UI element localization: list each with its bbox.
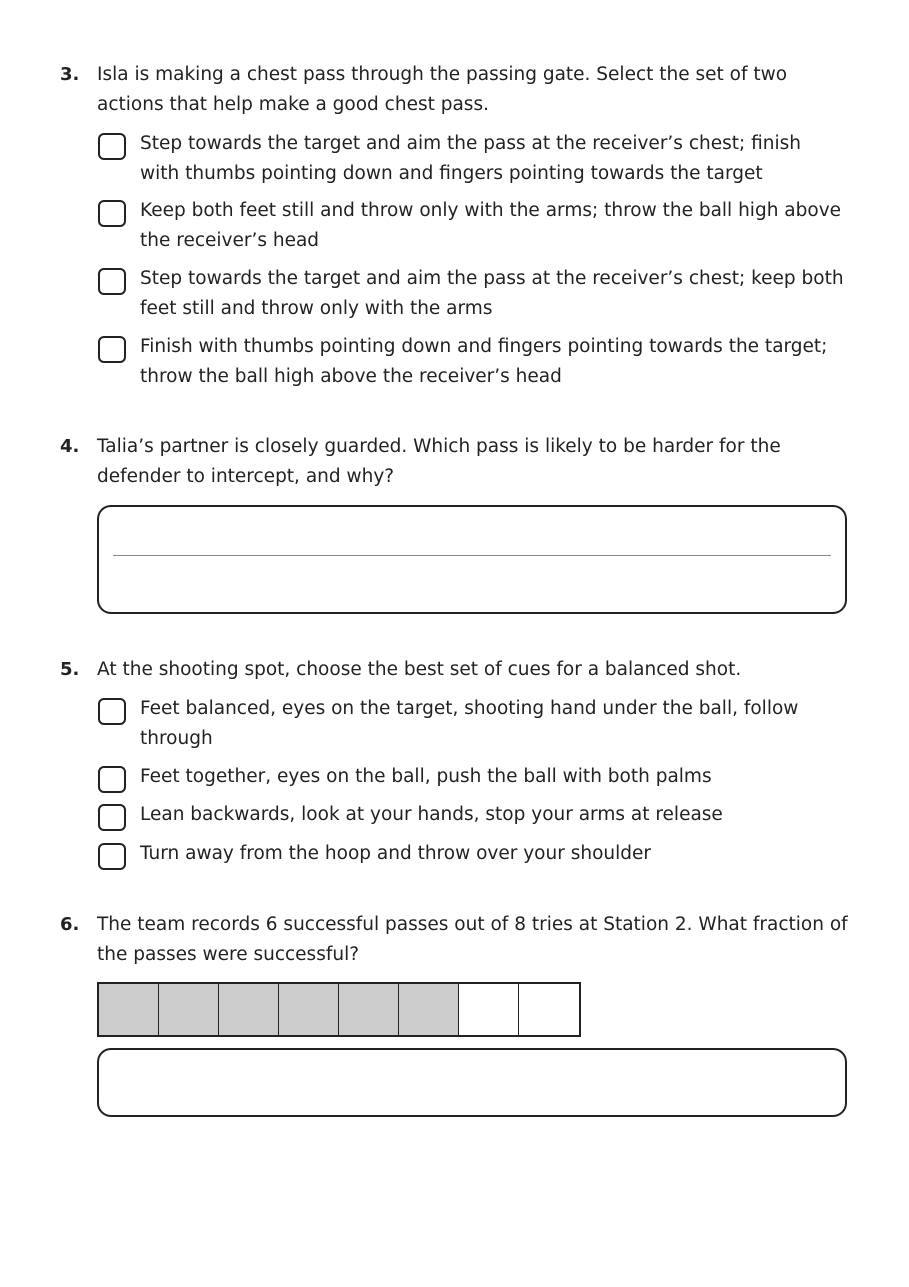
answer-box[interactable] [97, 1048, 847, 1117]
fraction-cell-unshaded [459, 984, 519, 1035]
answer-option[interactable] [98, 804, 850, 834]
fraction-cell-unshaded [519, 984, 579, 1035]
option-text: Keep both feet still and throw only with the arms; throw the ball high above the receiver’s head [140, 200, 842, 251]
checkbox[interactable] [98, 698, 126, 725]
answer-option[interactable] [98, 133, 850, 193]
fraction-cell-shaded [279, 984, 339, 1035]
question-3 [60, 60, 850, 400]
option-text: Turn away from the hoop and throw over your shoulder [140, 843, 651, 864]
answer-option[interactable] [98, 698, 850, 758]
fraction-cell-shaded [339, 984, 399, 1035]
checkbox[interactable] [98, 804, 126, 831]
option-text: Feet balanced, eyes on the target, shooting hand under the ball, follow through [140, 698, 799, 749]
answer-box[interactable] [97, 505, 847, 614]
question-5 [60, 655, 850, 880]
checkbox[interactable] [98, 200, 126, 227]
fraction-cell-shaded [159, 984, 219, 1035]
checkbox[interactable] [98, 766, 126, 793]
option-text: Finish with thumbs pointing down and fingers pointing towards the target; throw the ball high above the receiver’s head [140, 336, 828, 387]
question-number: 5. [60, 659, 80, 680]
answer-option[interactable] [98, 336, 850, 396]
checkbox[interactable] [98, 133, 126, 160]
question-number: 3. [60, 64, 80, 85]
fraction-cell-shaded [399, 984, 459, 1035]
answer-option[interactable] [98, 843, 850, 873]
answer-option[interactable] [98, 766, 850, 796]
question-text: Isla is making a chest pass through the passing gate. Select the set of two actions that help make a good chest pass. [97, 64, 788, 115]
fraction-cell-shaded [99, 984, 159, 1035]
question-6 [60, 910, 850, 1125]
question-text: Talia’s partner is closely guarded. Which pass is likely to be harder for the defender to intercept, and why? [97, 436, 781, 487]
answer-option[interactable] [98, 200, 850, 260]
option-text: Feet together, eyes on the ball, push the ball with both palms [140, 766, 712, 787]
writing-line [113, 555, 831, 556]
checkbox[interactable] [98, 843, 126, 870]
question-4 [60, 432, 850, 622]
fraction-cell-shaded [219, 984, 279, 1035]
checkbox[interactable] [98, 336, 126, 363]
question-text: At the shooting spot, choose the best set of cues for a balanced shot. [97, 659, 742, 680]
question-text: The team records 6 successful passes out of 8 tries at Station 2. What fraction of the passes were successful? [97, 914, 848, 965]
question-number: 4. [60, 436, 80, 457]
answer-option[interactable] [98, 268, 850, 328]
option-text: Step towards the target and aim the pass at the receiver’s chest; finish with thumbs pointing down and fingers pointing towards the target [140, 133, 801, 184]
question-number: 6. [60, 914, 80, 935]
option-text: Lean backwards, look at your hands, stop your arms at release [140, 804, 723, 825]
checkbox[interactable] [98, 268, 126, 295]
option-text: Step towards the target and aim the pass at the receiver’s chest; keep both feet still and throw only with the arms [140, 268, 844, 319]
fraction-model [97, 982, 581, 1037]
